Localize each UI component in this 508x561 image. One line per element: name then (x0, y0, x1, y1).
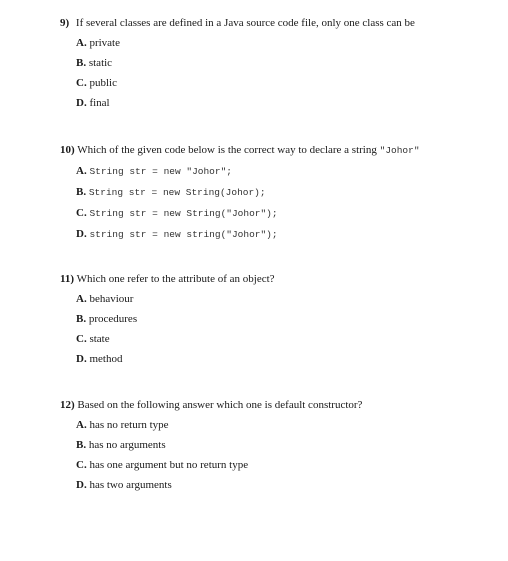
option-code: string str = new string("Johor"); (89, 229, 278, 240)
option-text: static (88, 57, 113, 69)
option-text: method (89, 353, 123, 365)
option-letter: A. (76, 293, 87, 305)
option-letter: C. (76, 77, 87, 89)
question-text: Based on the following answer which one is default constructor? (77, 399, 363, 411)
option-letter: B. (76, 439, 87, 451)
option-c[interactable] (76, 76, 415, 90)
option-b[interactable] (76, 438, 362, 452)
question-stem (60, 143, 420, 157)
option-a[interactable] (76, 418, 362, 432)
option-text: public (89, 77, 117, 89)
option-d[interactable] (76, 227, 420, 241)
option-c[interactable] (76, 332, 275, 346)
option-b[interactable] (76, 56, 415, 70)
option-b[interactable] (76, 185, 420, 199)
option-c[interactable] (76, 206, 420, 220)
question-text: Which one refer to the attribute of an object? (76, 273, 275, 285)
option-letter: B. (76, 57, 87, 69)
question-stem (60, 272, 275, 286)
option-letter: D. (76, 228, 87, 240)
option-letter: C. (76, 459, 87, 471)
option-text: has no return type (89, 419, 169, 431)
question-text: If several classes are defined in a Java source code file, only one class can be (75, 17, 415, 29)
question-number: 11) (60, 273, 75, 285)
question-9 (60, 16, 415, 110)
option-b[interactable] (76, 312, 275, 326)
option-a[interactable] (76, 164, 420, 178)
question-10 (60, 143, 420, 241)
option-code: String str = new "Johor"; (89, 166, 232, 177)
option-d[interactable] (76, 352, 275, 366)
option-letter: A. (76, 419, 87, 431)
option-code: String str = new String(Johor); (88, 187, 266, 198)
option-text: has no arguments (88, 439, 166, 451)
question-number: 9) (60, 17, 70, 29)
option-d[interactable] (76, 96, 415, 110)
option-letter: D. (76, 97, 87, 109)
option-text: private (89, 37, 120, 49)
question-11 (60, 272, 275, 366)
option-letter: C. (76, 333, 87, 345)
option-text: behaviour (89, 293, 134, 305)
option-text: has one argument but no return type (89, 459, 249, 471)
option-text: procedures (88, 313, 138, 325)
question-12 (60, 398, 362, 492)
option-letter: B. (76, 186, 87, 198)
option-letter: C. (76, 207, 87, 219)
question-text: Which of the given code below is the correct way to declare a string (77, 144, 377, 156)
option-d[interactable] (76, 478, 362, 492)
question-code: "Johor" (379, 145, 420, 156)
option-text: state (89, 333, 110, 345)
option-text: has two arguments (89, 479, 172, 491)
question-number: 12) (60, 399, 75, 411)
option-letter: A. (76, 165, 87, 177)
option-a[interactable] (76, 36, 415, 50)
option-text: final (89, 97, 110, 109)
option-c[interactable] (76, 458, 362, 472)
question-number: 10) (60, 144, 75, 156)
option-letter: B. (76, 313, 87, 325)
option-letter: A. (76, 37, 87, 49)
question-stem (60, 16, 415, 30)
option-code: String str = new String("Johor"); (89, 208, 278, 219)
question-stem (60, 398, 362, 412)
option-letter: D. (76, 353, 87, 365)
option-letter: D. (76, 479, 87, 491)
option-a[interactable] (76, 292, 275, 306)
